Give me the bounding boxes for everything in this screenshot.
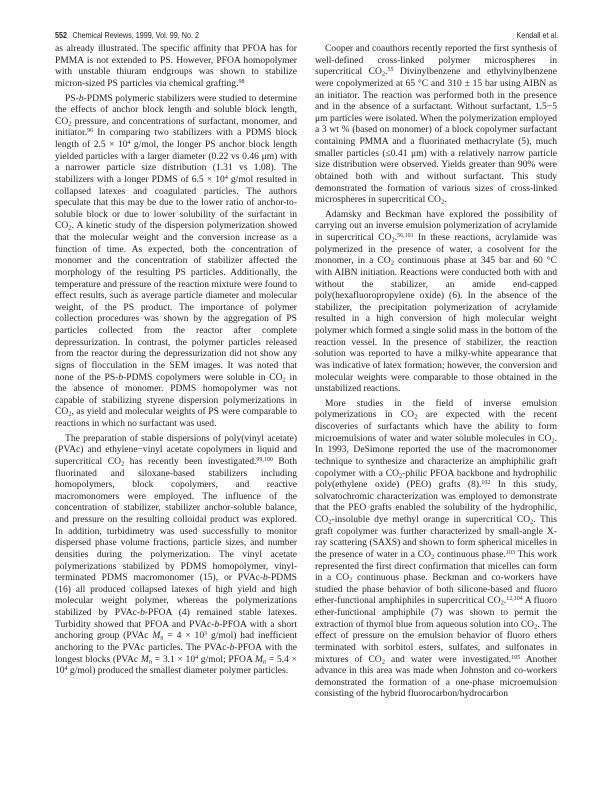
paragraph: PS-b-PDMS polymeric stabilizers were studied to determine the effects of anchor block length and soluble block length, $CO_2$ pressure, and concentrations of surfactant, monomer, and initiator.$^{96}$ In comparing two stabilizers with a PDMS block length of $2.5 \times 10^4$ g/mol, the longer PS anchor block length yielded particles with a larger diameter (0.22 vs 0.46 μm) with a narrower particle size distribution (1.31 vs 1.08). The stabilizers with a longer PDMS of $6.5 \times 10^4$ g/mol resulted in collapsed latexes and coagulated particles. The authors speculate that this may be due to the lower ratio of anchor-to-soluble block or due to lower solubility of the surfactant in $CO_2$. A kinetic study of the dispersion polymerization showed that the molecular weight and the conversion increase as a function of time. As expected, both the concentration of monomer and the concentration of stabilizer affected the morphology of the resulting PS particles. Additionally, the temperature and pressure of the reaction mixture were found to effect results, such as average particle diameter and molecular weight, of the PS product. The importance of polymer collection procedures was shown by the aggregation of PS particles collected from the reactor after complete depressurization. In contrast, the polymer particles released from the reactor during the depressurization did not show any signs of flocculation in the SEM images. It was noted that none of the PS-b-PDMS copolymers were soluble in $CO_2$ in the absence of monomer. PDMS homopolymer was not capable of stabilizing styrene dispersion polymerizations in $CO_2$, as yield and molecular weights of PS were comparable to reactions in which no surfactant was used. — [55, 92, 298, 429]
left-column — [55, 43, 297, 680]
right-column — [315, 43, 557, 703]
reference[interactable]: 12,104 — [506, 596, 523, 603]
paragraph: Cooper and coauthors recently reported the first synthesis of well-defined cross-linked polymer microspheres in supercritical $CO_2.^{55}$ Divinylbenzene and ethylvinylbenzene were copolymerized at 65 °C and 310 ± 15 bar using AIBN as an initiator. The reaction was performed both in the presence and in the absence of a surfactant. Without surfactant, 1.5−5 μm particles were isolated. When the polymerization employed a 3 wt % (based on monomer) of a block copolymer surfactant containing PMMA and a fluorinated methacrylate (5), much smaller particles (≤0.41 μm) with a relatively narrow particle size distribution were observed. Yields greater than 90% were obtained both with and without surfactant. This study demonstrated the formation of various sizes of cross-linked microspheres in supercritical $CO_2$. — [315, 43, 557, 206]
running-header — [55, 30, 558, 42]
reference[interactable]: 105 — [511, 654, 521, 661]
reference[interactable]: 103 — [505, 549, 515, 556]
reference[interactable]: 96 — [87, 128, 94, 135]
page-number: 552 — [55, 30, 68, 40]
running-authors: Kendall et al. — [516, 30, 559, 40]
paragraph: The preparation of stable dispersions of poly(vinyl acetate) (PVAc) and ethylene−vinyl acetate copolymers in liquid and supercritical $CO_2$ has recently been investigated.$^{99,100}$ Both fluorinated and siloxane-based stabilizers including homopolymers, block copolymers, and reactive macromonomers were employed. The influence of the concentration of stabilizer, stabilizer anchor-soluble balance, and pressure on the resulting colloidal product was explored. In addition, turbidimetry was used successfully to monitor dispersed phase volume fractions, particle sizes, and number densities during the polymerization. The vinyl acetate polymerizations stabilized by PDMS homopolymer, vinyl-terminated PDMS macromonomer (15), or PVAc-b-PDMS (16) all produced collapsed latexes of high yield and high molecular weight polymer, whereas the polymerizations stabilized by PVAc-b-PFOA (4) remained stable latexes. Turbidity showed that PFOA and PVAc-b-PFOA with a short anchoring group (PVAc $M_n = 4 \times 10^3$ g/mol) had inefficient anchoring to the PVAc particles. The PVAc-b-PFOA with the longest blocks (PVAc $M_n = 3.1 \times 10^4$ g/mol; PFOA $M_n = 5.4 \times 10^4$ g/mol) produced the smallest diameter polymer particles. — [55, 432, 298, 677]
reference[interactable]: 99,100 — [256, 456, 273, 463]
journal-citation: Chemical Reviews, 1999, Vol. 99, No. 2 — [72, 30, 199, 40]
reference[interactable]: 98 — [238, 78, 245, 85]
reference[interactable]: 56,101 — [397, 233, 414, 239]
paragraph: More studies in the field of inverse emulsion polymerizations in $CO_2$ are expected with the recent discoveries of surfactants which have the ability to form microemulsions of water and water soluble molecules in $CO_2$. In 1993, DeSimone reported the use of the macromonomer technique to synthesize and characterize an amphiphilic graft copolymer with a $CO_2$-philic PFOA backbone and hydrophilic poly(ethylene oxide) (PEO) grafts (8).$^{102}$ In this study, solvatochromic characterization was employed to demonstrate that the PEO grafts enabled the solubility of the hydrophilic, $CO_2$-insoluble dye methyl orange in supercritical $CO_2$. This graft copolymer was further characterized by small-angle X-ray scattering (SAXS) and shown to form spherical micelles in the presence of water in a $CO_2$ continuous phase.$^{103}$ This work represented the first direct confirmation that micelles can form in a $CO_2$ continuous phase. Beckman and co-workers have studied the phase behavior of both silicone-based and fluoro ether-functional amphiphiles in supercritical $CO_2.^{12,104}$ A fluoro ether-functional amphiphile (7) was shown to permit the extraction of thymol blue from aqueous solution into $CO_2$. The effect of pressure on the emulsion behavior of fluoro ethers terminated with sorbitol esters, sulfates, and sulfonates in mixtures of $CO_2$ and water were investigated.$^{105}$ Another advance in this area was made when Johnston and co-workers demonstrated the formation of a one-phase microemulsion consisting of the hybrid fluorocarbon/hydrocarbon — [315, 397, 557, 700]
paragraph: Adamsky and Beckman have explored the possibility of carrying out an inverse emulsion polymerization of acrylamide in supercritical $CO_2.^{56,101}$ In these reactions, acrylamide was polymerized in the presence of water, a cosolvent for the monomer, in a $CO_2$ continuous phase at 345 bar and 60 °C with AIBN initiation. Reactions were conducted both with and without the stabilizer, an amide end-capped poly(hexafluoropropylene oxide) (6). In the absence of the stabilizer, the precipitation polymerization of acrylamide resulted in a high conversion of high molecular weight polymer which formed a single solid mass in the bottom of the reaction vessel. In the presence of stabilizer, the reaction solution was reported to have a milky-white appearance that was indicative of latex formation; however, the conversion and molecular weights were comparable to those obtained in the unstabilized reactions. — [315, 208, 557, 395]
reference[interactable]: 102 — [481, 480, 491, 487]
reference[interactable]: 55 — [387, 67, 394, 74]
paragraph: as already illustrated. The specific affinity that PFOA has for PMMA is not extended to PS. However, PFOA homopolymer with unstable thiuram endgroups was shown to stabilize micron-sized PS particles via chemical grafting.$^{98}$ — [55, 43, 297, 89]
